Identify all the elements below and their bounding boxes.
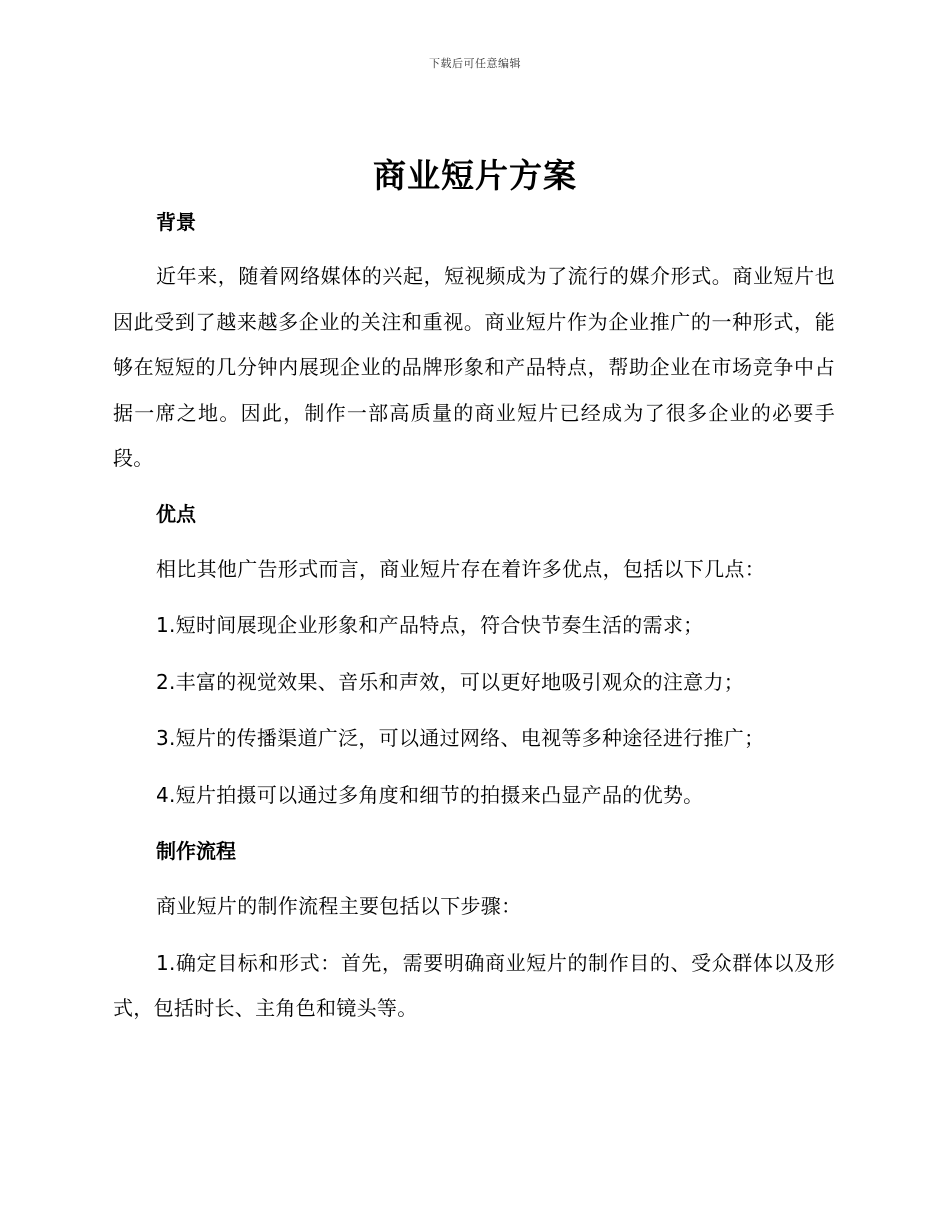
header-note: 下载后可任意编辑 bbox=[429, 57, 521, 70]
advantage-item: 1.短时间展现企业形象和产品特点，符合快节奏生活的需求； bbox=[156, 613, 704, 637]
advantages-intro: 相比其他广告形式而言，商业短片存在着许多优点，包括以下几点： bbox=[156, 556, 765, 581]
section-process bbox=[113, 829, 835, 1032]
advantage-item: 4.短片拍摄可以通过多角度和细节的拍摄来凸显产品的优势。 bbox=[156, 782, 704, 807]
document-title: 商业短片方案 bbox=[373, 156, 577, 195]
advantage-item: 2.丰富的视觉效果、音乐和声效，可以更好地吸引观众的注意力； bbox=[156, 669, 745, 694]
section-heading-advantages: 优点 bbox=[156, 501, 196, 526]
process-step: 1.确定目标和形式：首先，需要明确商业短片的制作目的、受众群体以及形式，包括时长、主角色和镜头等。 bbox=[113, 950, 835, 1020]
section-advantages bbox=[113, 492, 835, 819]
advantage-item: 3.短片的传播渠道广泛，可以通过网络、电视等多种途径进行推广； bbox=[156, 726, 765, 750]
section-background bbox=[113, 200, 835, 482]
section-heading-background: 背景 bbox=[156, 210, 196, 234]
section-heading-process: 制作流程 bbox=[156, 839, 236, 863]
background-paragraph: 近年来，随着网络媒体的兴起，短视频成为了流行的媒介形式。商业短片也因此受到了越来越多企业的关注和重视。商业短片作为企业推广的一种形式，能够在短短的几分钟内展现企业的品牌形象和产品特点，帮助企业在市场竞争中占据一席之地。因此，制作一部高质量的商业短片已经成为了很多企业的必要手段。 bbox=[113, 264, 835, 470]
document-body bbox=[113, 200, 835, 1032]
process-intro: 商业短片的制作流程主要包括以下步骤： bbox=[156, 894, 522, 918]
